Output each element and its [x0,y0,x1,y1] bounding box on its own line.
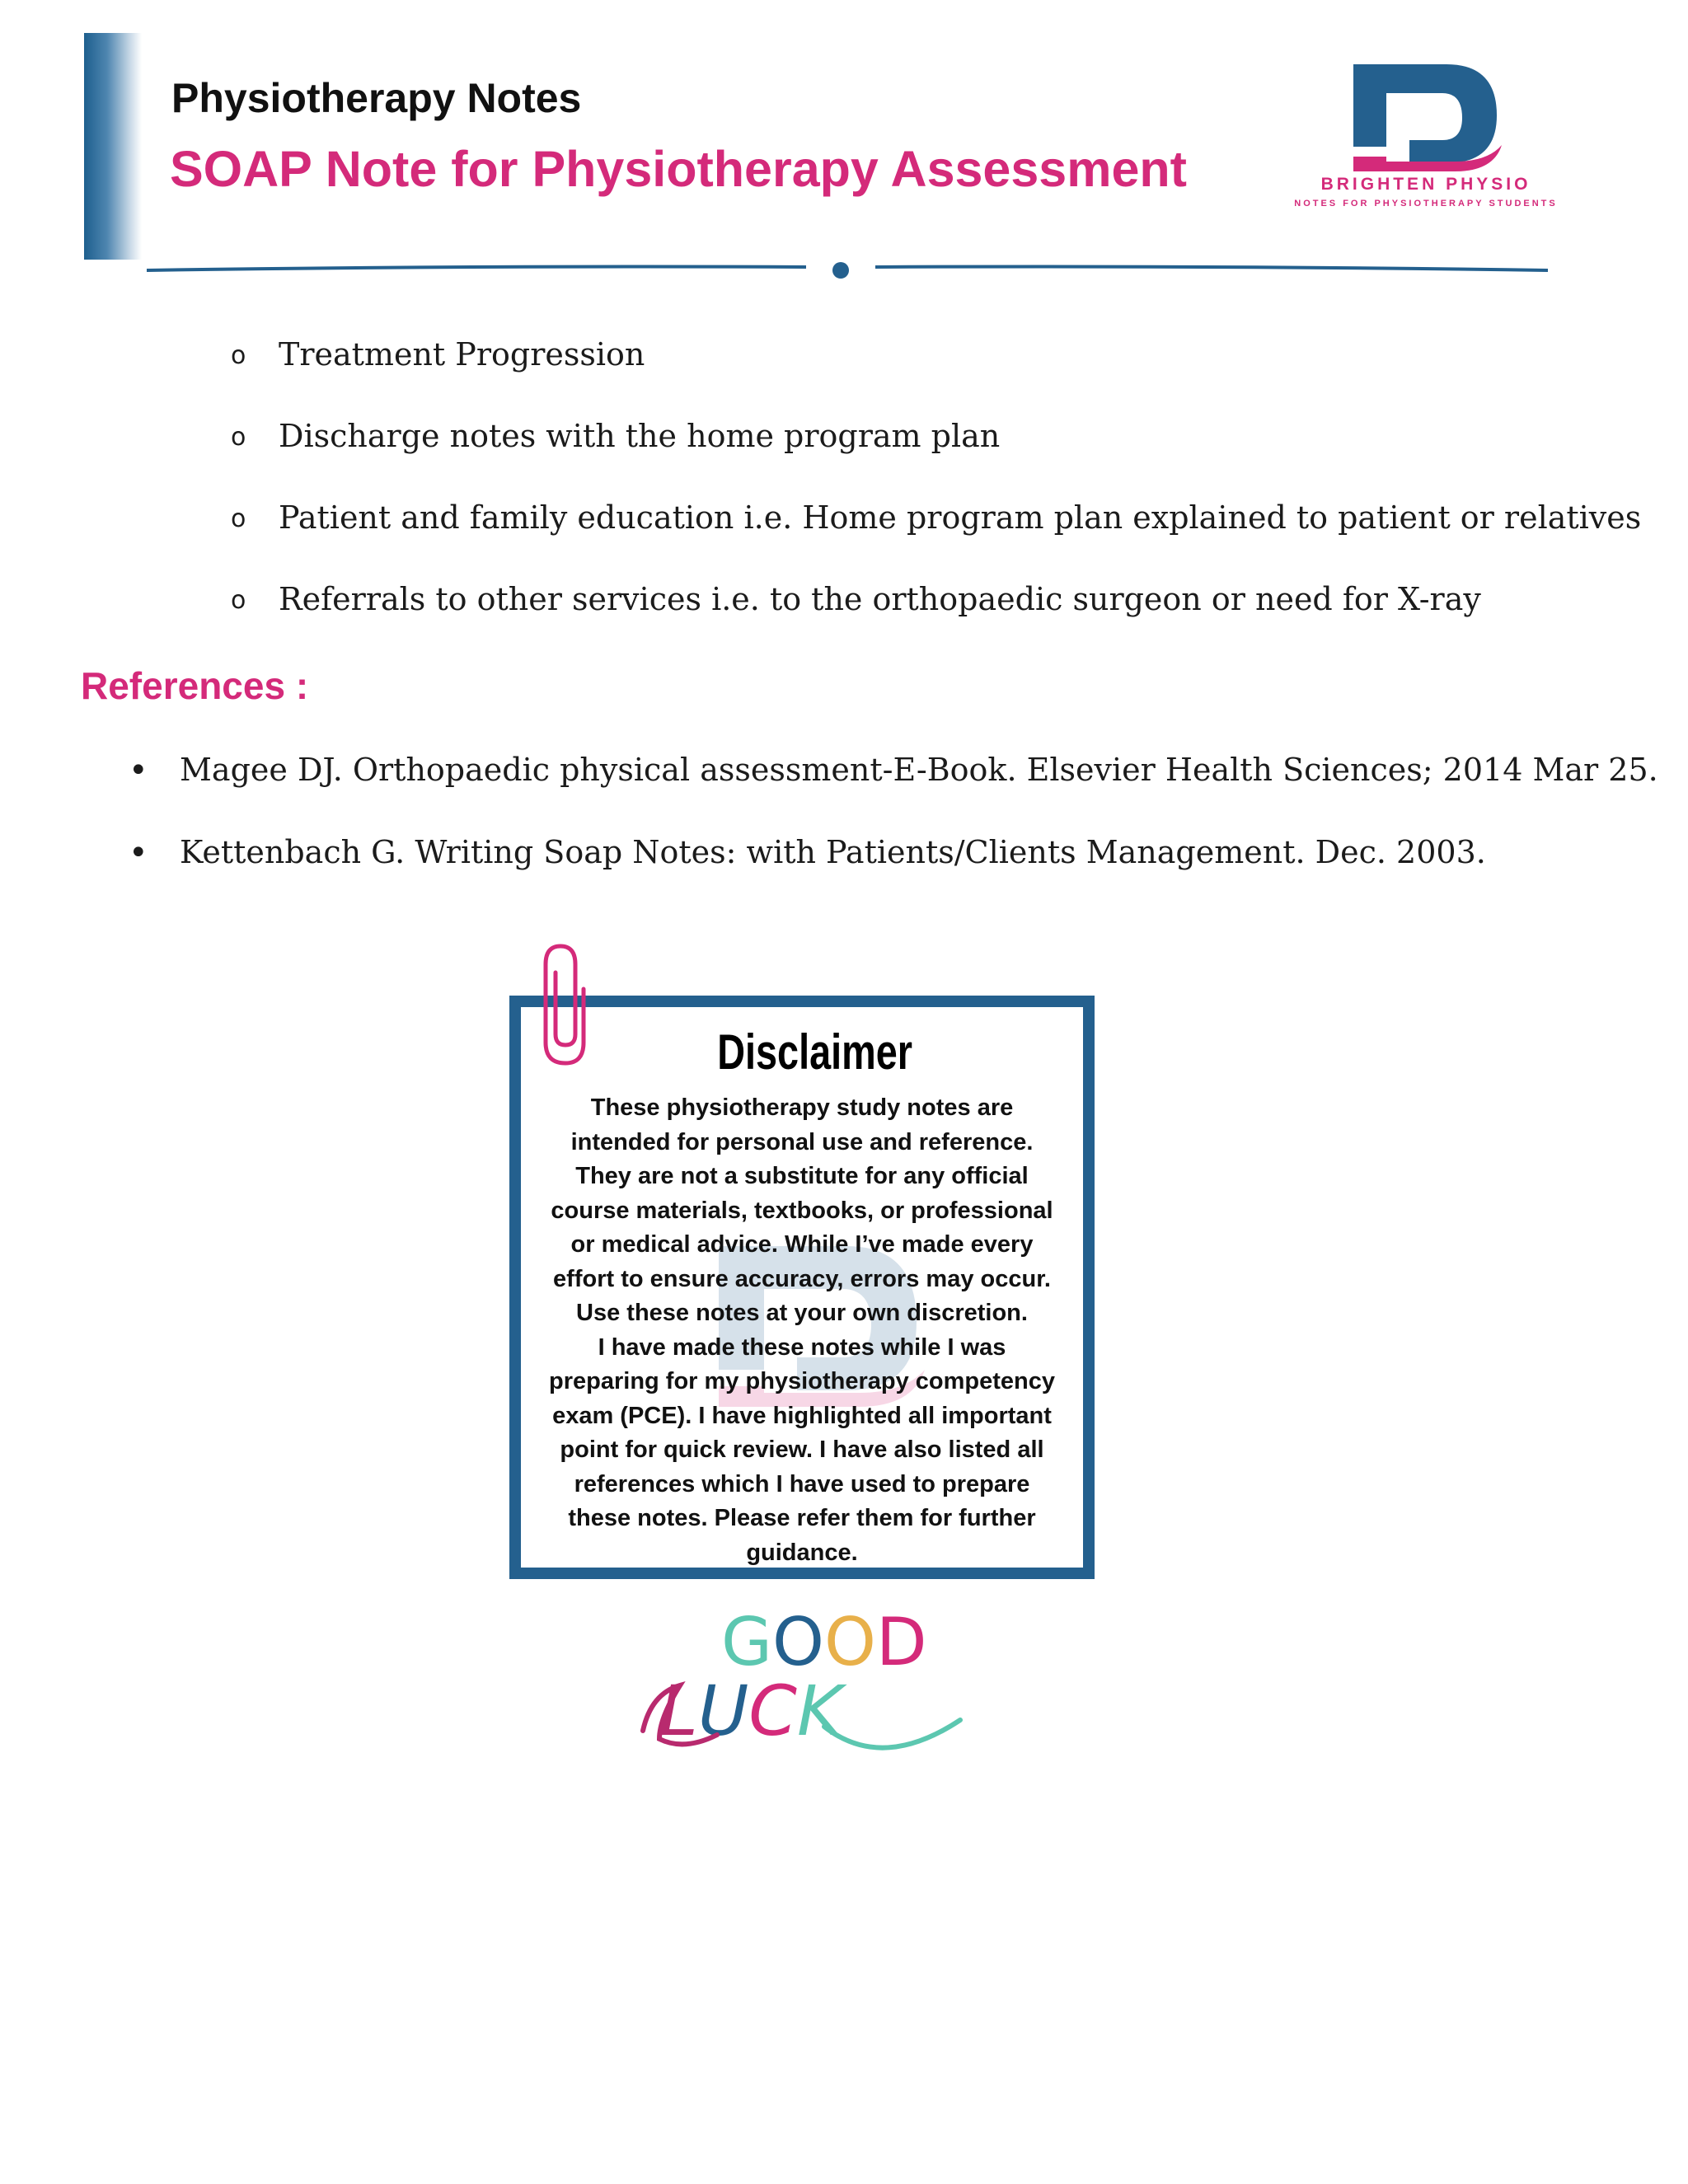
header-subtitle: Physiotherapy Notes [171,75,582,121]
circle-bullet-icon: o [231,504,246,533]
svg-text:LUCK: LUCK [659,1671,843,1751]
page-title: SOAP Note for Physiotherapy Assessment [170,141,1187,197]
disclaimer-card [509,996,1095,1579]
bullet-icon: • [129,834,148,872]
brand-name: BRIGHTEN PHYSIO [1320,175,1531,194]
list-item: o Discharge notes with the home program plan [231,418,1001,454]
plan-sub-list [223,336,1641,663]
references-list [124,752,1658,916]
circle-bullet-icon: o [231,423,246,452]
list-item: o Treatment Progression [231,336,645,373]
list-item: o Patient and family education i.e. Home program plan explained to patient or relatives [231,499,1642,536]
svg-text:GOOD: GOOD [721,1604,927,1680]
header-accent-bar [84,33,142,260]
list-item: o Referrals to other services i.e. to the orthopaedic surgeon or need for X-ray [231,581,1481,617]
circle-bullet-icon: o [231,586,246,615]
bullet-icon: • [129,752,148,790]
circle-bullet-icon: o [231,341,246,370]
disclaimer-title: Disclaimer [717,1024,912,1080]
disclaimer-text: These physiotherapy study notes are intended for personal use and reference. They are not a substitute for any official course materials, textbooks, or professional or medical advice. While I’ve made every effort to ensure accuracy, errors may occur. Use these notes at your own discretion. I have made these notes while I was preparing for my physiotherapy competency exam (PCE). I have highlighted all important point for quick review. I have also listed all references which I have used to prepare these notes. Please refer them for further guidance. [549,1094,1055,1566]
reference-item: • Kettenbach G. Writing Soap Notes: with Patients/Clients Management. Dec. 2003. [129,834,1486,872]
brand-tagline: NOTES FOR PHYSIOTHERAPY STUDENTS [1294,199,1558,209]
good-luck-illustration [635,1595,981,1784]
header-divider [147,262,1548,279]
reference-item: • Magee DJ. Orthopaedic physical assessment-E-Book. Elsevier Health Sciences; 2014 Mar 25. [129,752,1658,790]
paperclip-icon [528,940,593,1071]
references-heading: References : [81,664,309,707]
